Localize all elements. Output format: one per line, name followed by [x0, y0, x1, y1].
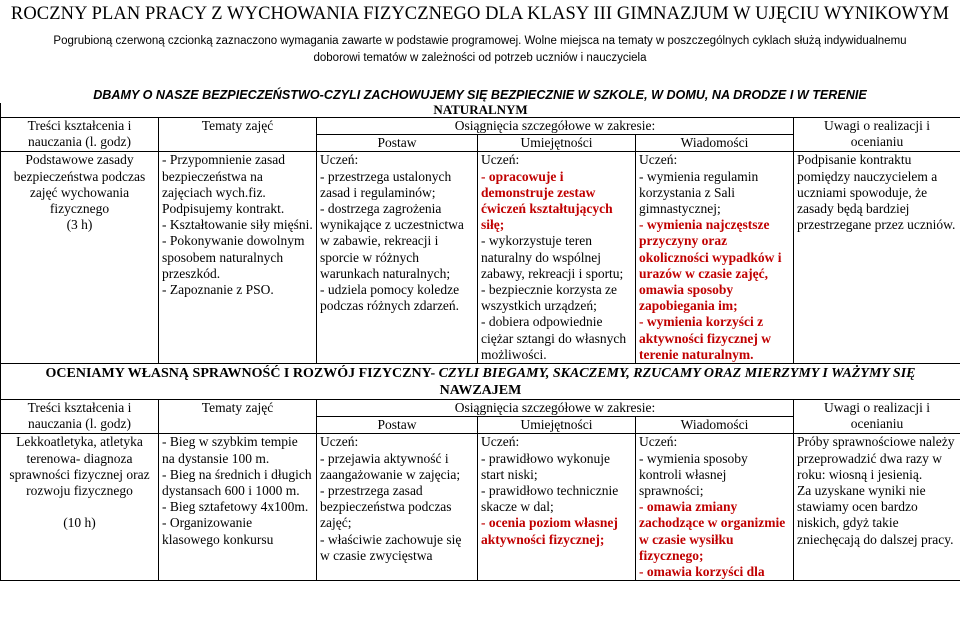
uwagi-text: Próby sprawnościowe należy przeprowadzić dwa razy w roku: wiosną i jesienią.	[797, 434, 955, 482]
postaw-item: - przejawia aktywność i zaangażowanie w zajęcia;	[320, 450, 461, 482]
header-uwagi: Uwagi o realizacji i ocenianiu	[794, 400, 960, 434]
postaw-item: - udziela pomocy koledze podczas różnych zdarzeń.	[320, 282, 460, 314]
cell-umiejetnosci	[478, 434, 636, 581]
cell-wiadomosci	[636, 152, 794, 364]
header-umiejetnosci: Umiejętności	[478, 417, 636, 434]
uwagi-text: Za uzyskane wyniki nie stawiamy ocen bardzo niskich, gdyż takie zniechęcają do dalszej pracy.	[797, 483, 954, 547]
section1-heading: DBAMY O NASZE BEZPIECZEŃSTWO-CZYLI ZACHOWUJEMY SIĘ BEZPIECZNIE W SZKOLE, W DOMU, NA DRODZE I W TERENIE	[93, 88, 867, 102]
umiej-item: - prawidłowo technicznie skacze w dal;	[481, 483, 619, 515]
table-row	[1, 434, 960, 581]
header-row-1	[1, 118, 960, 135]
umiej-item-required: - ocenia poziom własnej aktywności fizycznej;	[481, 515, 618, 547]
plan-table	[0, 103, 960, 581]
cell-tematy	[159, 434, 317, 581]
cell-postaw	[317, 434, 478, 581]
header-osiagniecia: Osiągnięcia szczegółowe w zakresie:	[317, 118, 794, 135]
temat-item: - Zapoznanie z PSO.	[162, 282, 274, 298]
header-row-1	[1, 400, 960, 417]
temat-item: - Pokonywanie dowolnym sposobem naturalnych przeszkód.	[162, 233, 305, 281]
postaw-item: - przestrzega zasad bezpieczeństwa podczas zajęć;	[320, 483, 452, 531]
header-postaw: Postaw	[317, 135, 478, 152]
uwagi-text: Podpisanie kontraktu pomiędzy nauczycielem a uczniami spowoduje, że zasady będą bardziej przestrzegane przez uczniów.	[797, 152, 956, 233]
cell-wiadomosci	[636, 434, 794, 581]
temat-item: - Bieg sztafetowy 4x100m.	[162, 499, 309, 515]
header-wiadomosci: Wiadomości	[636, 135, 794, 152]
section2-heading	[1, 364, 960, 400]
temat-item: - Bieg w szybkim tempie na dystansie 100 m.	[162, 434, 298, 466]
wiad-label: Uczeń:	[639, 434, 678, 450]
header-tematy: Tematy zajęć	[159, 400, 317, 434]
umiej-item: - prawidłowo wykonuje start niski;	[481, 450, 610, 482]
table-row	[1, 152, 960, 364]
header-wiadomosci: Wiadomości	[636, 417, 794, 434]
cell-tematy	[159, 152, 317, 364]
header-uwagi: Uwagi o realizacji i ocenianiu	[794, 118, 960, 152]
temat-item: - Organizowanie klasowego konkursu	[162, 515, 274, 547]
postaw-label: Uczeń:	[320, 434, 359, 450]
cell-uwagi	[794, 152, 960, 364]
postaw-item: - przestrzega ustalonych zasad i regulaminów;	[320, 168, 452, 200]
section1-heading-cont: NATURALNYM	[433, 102, 528, 117]
temat-item: - Przypomnienie zasad bezpieczeństwa na zajęciach wych.fiz. Podpisujemy kontrakt.	[162, 152, 285, 217]
wiad-item-required: - omawia korzyści dla	[639, 564, 765, 580]
section2-heading-cont: NAWZAJEM	[439, 383, 522, 399]
temat-item: - Kształtowanie siły mięśni.	[162, 217, 313, 233]
cell-tresci	[1, 434, 159, 581]
tresci-godz: (3 h)	[66, 217, 93, 233]
temat-item: - Bieg na średnich i długich dystansach 600 i 1000 m.	[162, 466, 312, 499]
tresci-godz: (10 h)	[63, 515, 96, 531]
document-note: Pogrubioną czerwoną czcionką zaznaczono wymagania zawarte w podstawie programowej. Wolne miejsca na tematy w poszczególnych cyklach służą indywidualnemu doborowi tematów w zależności od potrzeb uczniów i nauczyciela	[53, 35, 907, 64]
wiad-item: - wymienia regulamin korzystania z Sali gimnastycznej;	[639, 168, 759, 217]
section2-heading-bold: OCENIAMY WŁASNĄ SPRAWNOŚĆ I ROZWÓJ FIZYCZNY-	[45, 366, 439, 382]
wiad-item-required: - wymienia najczęstsze przyczyny oraz okoliczności wypadków i urazów w czasie zajęć, omawia sposoby zapobiegania im;	[639, 217, 782, 314]
section1-heading-row	[1, 103, 960, 118]
section2-heading-italic: CZYLI BIEGAMY, SKACZEMY, RZUCAMY ORAZ MIERZYMY I WAŻYMY SIĘ	[438, 366, 916, 382]
umiej-item: - dobiera odpowiednie ciężar sztangi do własnych możliwości.	[481, 314, 627, 362]
header-tresci: Treści kształcenia i nauczania (l. godz)	[1, 400, 159, 434]
umiej-label: Uczeń:	[481, 152, 520, 168]
umiej-item: - bezpiecznie korzysta ze wszystkich urządzeń;	[481, 282, 618, 314]
postaw-item: - dostrzega zagrożenia wynikające z uczestnictwa w zabawie, rekreacji i sporcie w różnych warunkach naturalnych;	[320, 201, 464, 281]
postaw-item: - właściwie zachowuje się w czasie zwycięstwa	[320, 531, 462, 563]
cell-postaw	[317, 152, 478, 364]
cell-uwagi	[794, 434, 960, 581]
header-postaw: Postaw	[317, 417, 478, 434]
wiad-item-required: - wymienia korzyści z aktywności fizycznej w terenie naturalnym.	[639, 314, 771, 362]
umiej-item-required: - opracowuje i demonstruje zestaw ćwiczeń kształtujących siłę;	[481, 168, 613, 233]
document-title: ROCZNY PLAN PRACY Z WYCHOWANIA FIZYCZNEGO DLA KLASY III GIMNAZJUM W UJĘCIU WYNIKOWYM	[10, 4, 950, 24]
umiej-label: Uczeń:	[481, 434, 520, 450]
header-tresci: Treści kształcenia i nauczania (l. godz)	[1, 118, 159, 152]
wiad-item-required: - omawia zmiany zachodzące w organizmie w czasie wysiłku fizycznego;	[639, 499, 786, 563]
header-osiagniecia: Osiągnięcia szczegółowe w zakresie:	[317, 400, 794, 417]
cell-umiejetnosci	[478, 152, 636, 364]
wiad-label: Uczeń:	[639, 152, 678, 168]
cell-tresci	[1, 152, 159, 364]
tresci-text: Lekkoatletyka, atletyka terenowa- diagnoza sprawności fizycznej oraz rozwoju fizycznego	[9, 434, 150, 499]
section2-heading-row	[1, 364, 960, 400]
header-tematy: Tematy zajęć	[159, 118, 317, 152]
postaw-label: Uczeń:	[320, 152, 359, 168]
wiad-item: - wymienia sposoby kontroli własnej sprawności;	[639, 450, 748, 499]
tresci-text: Podstawowe zasady bezpieczeństwa podczas zajęć wychowania fizycznego	[13, 152, 146, 217]
header-umiejetnosci: Umiejętności	[478, 135, 636, 152]
umiej-item: - wykorzystuje teren naturalny do wspólnej zabawy, rekreacji i sportu;	[481, 233, 624, 281]
